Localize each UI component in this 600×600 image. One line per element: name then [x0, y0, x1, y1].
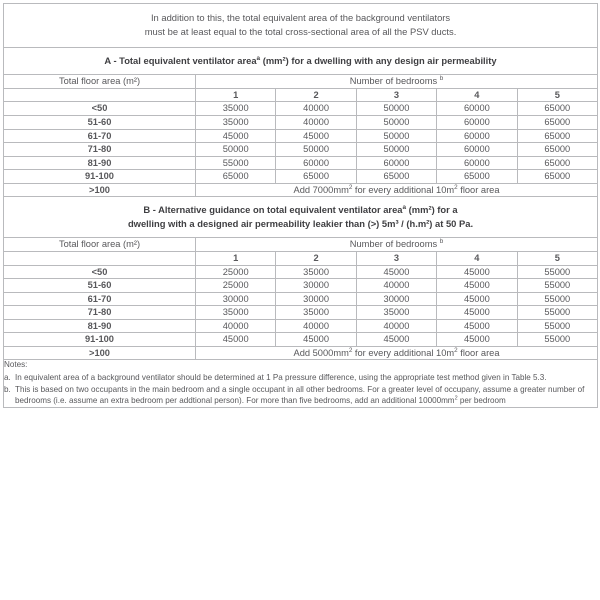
table-row — [4, 333, 598, 347]
section-a-overflow-sup-2: 2 — [454, 183, 458, 191]
section-b-col-1: 1 — [196, 252, 276, 266]
section-b-row-1-val-1: 30000 — [276, 279, 356, 293]
section-a-row-4-val-1: 60000 — [276, 156, 356, 170]
section-b-title-superscript: a — [402, 204, 407, 212]
section-b-title-cell — [4, 197, 598, 238]
section-a-overflow-suffix: floor area — [457, 184, 500, 195]
intro-line-2: must be at least equal to the total cross-sectional area of all the PSV ducts. — [144, 26, 457, 38]
section-a-overflow-sup-1: 2 — [348, 183, 353, 191]
intro-text — [4, 4, 597, 47]
section-a-title-row — [4, 48, 598, 75]
section-b-row-4-val-0: 40000 — [196, 319, 276, 333]
section-a-row-5-val-4: 65000 — [517, 170, 597, 184]
section-b-row-4-val-3: 45000 — [437, 319, 517, 333]
note-b-text-part-1: This is based on two occupants in the main bedroom and a single occupant in all other bedrooms. For a greater level of occupany, assume a greater number of bedrooms (i.e. assume an extra bedroom per addtional person). For more than five bedrooms, add an additional 10000mm — [15, 384, 585, 406]
intro-line-1: In addition to this, the total equivalent area of the background ventilators — [150, 12, 451, 23]
ventilator-area-table — [3, 3, 598, 408]
section-a-col-4: 4 — [437, 88, 517, 102]
section-a-row-5-val-0: 65000 — [196, 170, 276, 184]
section-a-row-4-label: 81-90 — [4, 156, 196, 170]
section-a-row-2-val-1: 45000 — [276, 129, 356, 143]
section-a-row-3-val-3: 60000 — [437, 143, 517, 157]
table-row — [4, 306, 598, 320]
note-b-text-part-2: per bedroom — [457, 396, 506, 406]
section-b-col-2: 2 — [276, 252, 356, 266]
section-a-row-0-val-3: 60000 — [437, 102, 517, 116]
section-a-row-4-val-2: 60000 — [356, 156, 436, 170]
section-a-bedrooms-header-label: Number of bedrooms — [349, 76, 438, 87]
table-row — [4, 279, 598, 293]
section-b-row-0-val-2: 45000 — [356, 265, 436, 279]
section-b-row-0-val-1: 35000 — [276, 265, 356, 279]
section-a-row-0-val-4: 65000 — [517, 102, 597, 116]
section-b-title — [4, 197, 597, 237]
note-b-marker: b. — [4, 384, 11, 394]
note-b-text-superscript: 2 — [454, 395, 458, 402]
section-a-row-0-label: <50 — [4, 102, 196, 116]
section-a-row-4-val-3: 60000 — [437, 156, 517, 170]
section-b-header-row — [4, 238, 598, 252]
section-a-row-0-val-1: 40000 — [276, 102, 356, 116]
section-b-bedrooms-header-label: Number of bedrooms — [349, 239, 438, 250]
section-a-overflow-prefix: Add 7000mm — [293, 184, 349, 195]
table-row — [4, 292, 598, 306]
section-b-overflow-sup-1: 2 — [348, 346, 353, 354]
section-b-row-4-val-4: 55000 — [517, 319, 597, 333]
section-b-title-suffix: (mm²) for a — [406, 204, 458, 216]
section-b-row-3-val-0: 35000 — [196, 306, 276, 320]
section-a-row-3-val-4: 65000 — [517, 143, 597, 157]
section-a-overflow-row — [4, 183, 598, 197]
section-a-col-5: 5 — [517, 88, 597, 102]
section-b-overflow-label: >100 — [4, 346, 196, 360]
section-b-row-2-val-3: 45000 — [437, 292, 517, 306]
section-a-row-4-val-4: 65000 — [517, 156, 597, 170]
section-a-row-3-val-2: 50000 — [356, 143, 436, 157]
section-b-title-prefix: B - Alternative guidance on total equivalent ventilator area — [143, 204, 403, 216]
section-a-overflow-mid: for every additional 10m — [352, 184, 455, 195]
section-b-title-row — [4, 197, 598, 238]
note-b-text — [15, 384, 597, 407]
section-b-col-4: 4 — [437, 252, 517, 266]
section-b-overflow-note — [196, 346, 598, 360]
section-a-row-5-val-3: 65000 — [437, 170, 517, 184]
table-row — [4, 319, 598, 333]
section-b-row-2-label: 61-70 — [4, 292, 196, 306]
section-b-row-4-label: 81-90 — [4, 319, 196, 333]
section-a-row-4-val-0: 55000 — [196, 156, 276, 170]
section-b-blank-corner — [4, 252, 196, 266]
section-a-overflow-label: >100 — [4, 183, 196, 197]
section-b-column-numbers-row — [4, 252, 598, 266]
section-a-row-3-label: 71-80 — [4, 143, 196, 157]
section-a-title-cell — [4, 48, 598, 75]
section-b-overflow-prefix: Add 5000mm — [293, 347, 349, 358]
table-row — [4, 115, 598, 129]
section-a-row-0-val-2: 50000 — [356, 102, 436, 116]
section-b-row-5-val-3: 45000 — [437, 333, 517, 347]
section-b-row-0-val-3: 45000 — [437, 265, 517, 279]
section-b-overflow-sup-2: 2 — [454, 346, 458, 354]
intro-row — [4, 4, 598, 48]
section-a-title-suffix: (mm²) for a dwelling with any design air permeability — [260, 55, 497, 67]
section-a-row-3-val-1: 50000 — [276, 143, 356, 157]
section-b-row-0-val-0: 25000 — [196, 265, 276, 279]
table-row — [4, 129, 598, 143]
section-b-col-3: 3 — [356, 252, 436, 266]
section-b-title-line-2: dwelling with a designed air permeability leakier than (>) 5m³ / (h.m²) at 50 Pa. — [127, 218, 474, 230]
section-b-row-3-val-2: 35000 — [356, 306, 436, 320]
section-a-row-2-val-3: 60000 — [437, 129, 517, 143]
section-b-col-5: 5 — [517, 252, 597, 266]
section-b-row-3-val-3: 45000 — [437, 306, 517, 320]
section-a-row-2-val-2: 50000 — [356, 129, 436, 143]
section-b-row-5-val-0: 45000 — [196, 333, 276, 347]
section-b-row-5-val-2: 45000 — [356, 333, 436, 347]
table-row — [4, 156, 598, 170]
section-a-col-3: 3 — [356, 88, 436, 102]
notes-cell — [4, 360, 598, 407]
section-b-row-5-val-4: 55000 — [517, 333, 597, 347]
section-b-floor-area-header: Total floor area (m²) — [4, 238, 196, 252]
section-b-row-3-val-4: 55000 — [517, 306, 597, 320]
section-a-row-2-label: 61-70 — [4, 129, 196, 143]
section-b-row-1-val-0: 25000 — [196, 279, 276, 293]
section-a-title-prefix: A - Total equivalent ventilator area — [104, 55, 257, 67]
section-b-row-0-val-4: 55000 — [517, 265, 597, 279]
section-b-row-1-val-4: 55000 — [517, 279, 597, 293]
section-a-bedrooms-header — [196, 75, 598, 89]
table-row — [4, 143, 598, 157]
section-a-row-1-val-1: 40000 — [276, 115, 356, 129]
section-b-row-2-val-4: 55000 — [517, 292, 597, 306]
section-a-row-1-val-2: 50000 — [356, 115, 436, 129]
section-a-row-5-label: 91-100 — [4, 170, 196, 184]
section-a-blank-corner — [4, 88, 196, 102]
note-item-a — [4, 372, 597, 383]
section-b-row-0-label: <50 — [4, 265, 196, 279]
section-b-bedrooms-header-superscript: b — [439, 238, 444, 246]
section-a-column-numbers-row — [4, 88, 598, 102]
section-b-row-1-val-3: 45000 — [437, 279, 517, 293]
section-a-overflow-note — [196, 183, 598, 197]
note-item-b — [4, 384, 597, 407]
intro-cell — [4, 4, 598, 48]
section-a-title — [4, 48, 597, 74]
note-a-text: In equivalent area of a background ventilator should be determined at 1 Pa pressure difference, using the appropriate test method given in Table 5.3. — [15, 373, 547, 383]
table-body — [4, 4, 598, 408]
section-a-row-1-val-0: 35000 — [196, 115, 276, 129]
section-b-row-1-val-2: 40000 — [356, 279, 436, 293]
section-b-title-line-1 — [10, 203, 591, 217]
section-a-title-superscript: a — [256, 55, 261, 63]
table-row — [4, 102, 598, 116]
section-b-overflow-suffix: floor area — [457, 347, 500, 358]
section-a-row-1-val-3: 60000 — [437, 115, 517, 129]
section-b-row-2-val-2: 30000 — [356, 292, 436, 306]
section-b-row-1-label: 51-60 — [4, 279, 196, 293]
section-a-row-5-val-2: 65000 — [356, 170, 436, 184]
section-a-row-2-val-4: 65000 — [517, 129, 597, 143]
section-b-overflow-mid: for every additional 10m — [352, 347, 455, 358]
section-a-header-row — [4, 75, 598, 89]
section-a-row-0-val-0: 35000 — [196, 102, 276, 116]
section-a-floor-area-header: Total floor area (m²) — [4, 75, 196, 89]
section-b-row-2-val-0: 30000 — [196, 292, 276, 306]
section-a-row-5-val-1: 65000 — [276, 170, 356, 184]
table-row — [4, 170, 598, 184]
notes-title: Notes: — [4, 360, 28, 370]
table-row — [4, 265, 598, 279]
section-b-overflow-row — [4, 346, 598, 360]
section-a-col-2: 2 — [276, 88, 356, 102]
section-b-row-4-val-2: 40000 — [356, 319, 436, 333]
section-b-row-4-val-1: 40000 — [276, 319, 356, 333]
section-a-row-1-label: 51-60 — [4, 115, 196, 129]
section-b-row-3-val-1: 35000 — [276, 306, 356, 320]
section-b-row-5-label: 91-100 — [4, 333, 196, 347]
notes-row — [4, 360, 598, 407]
section-b-bedrooms-header — [196, 238, 598, 252]
section-a-bedrooms-header-superscript: b — [439, 75, 444, 83]
section-b-row-2-val-1: 30000 — [276, 292, 356, 306]
section-a-row-3-val-0: 50000 — [196, 143, 276, 157]
section-b-row-3-label: 71-80 — [4, 306, 196, 320]
note-a-marker: a. — [4, 373, 11, 383]
section-b-row-5-val-1: 45000 — [276, 333, 356, 347]
section-a-row-1-val-4: 65000 — [517, 115, 597, 129]
section-a-row-2-val-0: 45000 — [196, 129, 276, 143]
section-a-col-1: 1 — [196, 88, 276, 102]
